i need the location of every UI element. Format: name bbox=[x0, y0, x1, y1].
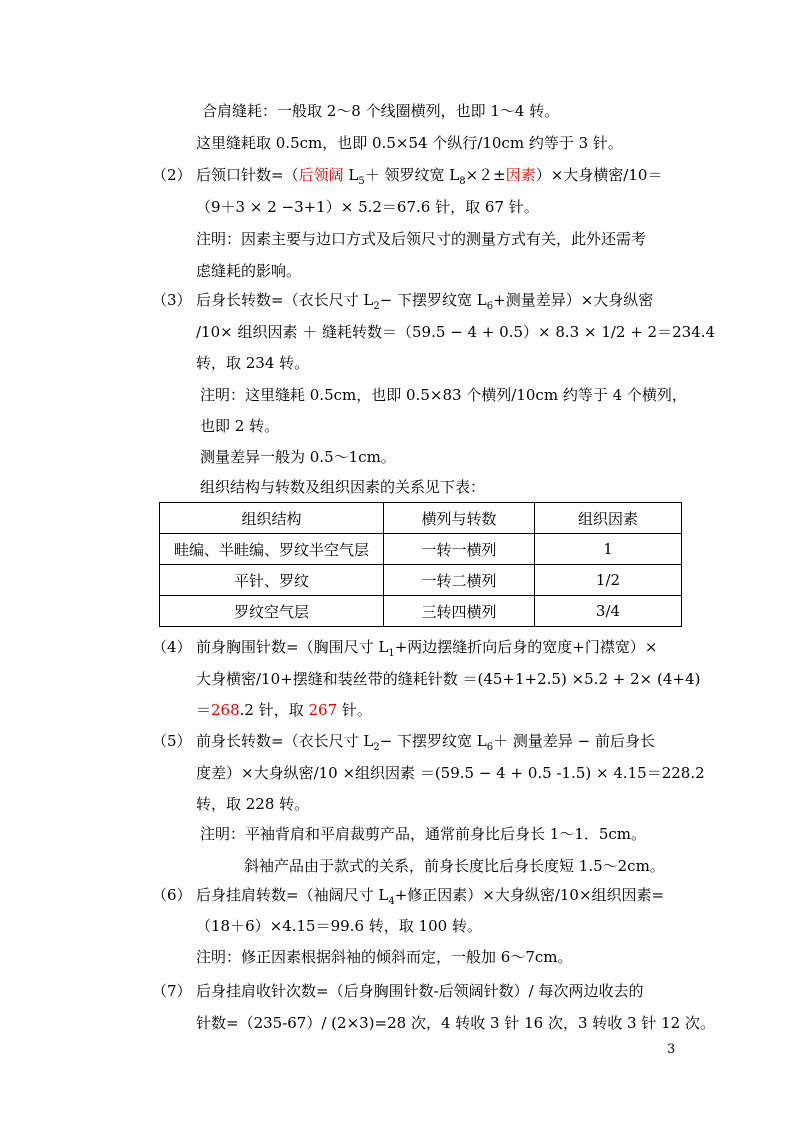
line-16: ＝268.2 针，取 267 针。 bbox=[196, 701, 372, 719]
structure-table bbox=[159, 502, 682, 627]
page-number: 3 bbox=[667, 1042, 676, 1057]
line-1: 合肩缝耗：一般取 2～8 个线圈横列，也即 1～4 转。 bbox=[202, 102, 560, 120]
table-header: 组织因素 bbox=[535, 503, 682, 534]
table-cell: 一转二横列 bbox=[384, 565, 535, 596]
line-11: 也即 2 转。 bbox=[200, 417, 280, 435]
table-header: 横列与转数 bbox=[384, 503, 535, 534]
line-22: 后身挂肩转数=（袖阔尺寸 $L_4+$修正因素）×大身纵密/10×组织因素= bbox=[196, 886, 665, 907]
line-7: 后身长转数=（衣长尺寸 $L_2-$ 下摆罗纹宽 $L_6+$测量差异）×大身纵密 bbox=[196, 291, 654, 312]
table-row bbox=[160, 534, 682, 565]
table-cell: 三转四横列 bbox=[384, 596, 535, 627]
item-number-7: （7） bbox=[152, 982, 192, 1000]
line-3: 后领口针数=（后领阔 $L_5+$ 领罗纹宽 $L_8\times 2\pm$因素）×大身横密/10＝ bbox=[196, 166, 663, 187]
line-4: （9＋3 × 2 −3+1）× 5.2＝67.6 针，取 67 针。 bbox=[196, 198, 539, 216]
line-10: 注明：这里缝耗 0.5cm，也即 0.5×83 个横列/10cm 约等于 4 个横列， bbox=[200, 386, 687, 404]
line-17: 前身长转数=（衣长尺寸 $L_2-$ 下摆罗纹宽 $L_6+$ 测量差异 − 前后身长 bbox=[196, 732, 656, 753]
line-21: 斜袖产品由于款式的关系，前身长度比后身长度短 1.5～2cm。 bbox=[244, 857, 665, 875]
line-6: 虑缝耗的影响。 bbox=[196, 262, 302, 280]
item-number-3: （3） bbox=[152, 291, 192, 309]
table-header-row bbox=[160, 503, 682, 534]
table-header: 组织结构 bbox=[160, 503, 384, 534]
item-number-2: （2） bbox=[152, 166, 192, 184]
line-8: /10× 组织因素 ＋ 缝耗转数＝（59.5 − 4 + 0.5）× 8.3 × 1/2 + 2＝234.4 bbox=[196, 323, 716, 341]
line-13: 组织结构与转数及组织因素的关系见下表： bbox=[200, 478, 486, 496]
item-number-6: （6） bbox=[152, 886, 192, 904]
line-19: 转，取 228 转。 bbox=[196, 795, 310, 813]
line-24: 注明：修正因素根据斜袖的倾斜而定，一般加 6～7cm。 bbox=[196, 948, 573, 966]
line-23: （18＋6）×4.15＝99.6 转，取 100 转。 bbox=[196, 917, 482, 935]
table-cell: 1 bbox=[535, 534, 682, 565]
line-26: 针数=（235-67）/ (2×3)=28 次，4 转收 3 针 16 次，3 转收 3 针 12 次。 bbox=[196, 1014, 715, 1032]
line-18: 度差）×大身纵密/10 ×组织因素 ＝(59.5 − 4 + 0.5 -1.5) × 4.15＝228.2 bbox=[196, 764, 705, 782]
table-cell: 一转一横列 bbox=[384, 534, 535, 565]
line-20: 注明：平袖背肩和平肩裁剪产品，通常前身比后身长 1～1．5cm。 bbox=[200, 825, 647, 843]
table-cell: 3/4 bbox=[535, 596, 682, 627]
table-cell: 1/2 bbox=[535, 565, 682, 596]
line-14: 前身胸围针数=（胸围尺寸 $L_1+$两边摆缝折向后身的宽度+门襟宽）× bbox=[196, 638, 658, 659]
item-number-5: （5） bbox=[152, 732, 192, 750]
line-15: 大身横密/10+摆缝和装丝带的缝耗针数 ＝(45+1+2.5) ×5.2 + 2× (4+4) bbox=[196, 670, 701, 688]
item-number-4: （4） bbox=[152, 638, 192, 656]
line-12: 测量差异一般为 0.5～1cm。 bbox=[200, 448, 396, 466]
line-9: 转，取 234 转。 bbox=[196, 354, 310, 372]
table-cell: 罗纹空气层 bbox=[160, 596, 384, 627]
line-2: 这里缝耗取 0.5cm，也即 0.5×54 个纵行/10cm 约等于 3 针。 bbox=[196, 134, 623, 152]
table-row bbox=[160, 596, 682, 627]
line-25: 后身挂肩收针次数=（后身胸围针数-后领阔针数）/ 每次两边收去的 bbox=[196, 982, 644, 1000]
table-cell: 平针、罗纹 bbox=[160, 565, 384, 596]
line-5: 注明：因素主要与边口方式及后领尺寸的测量方式有关，此外还需考 bbox=[196, 230, 647, 248]
table-cell: 畦编、半畦编、罗纹半空气层 bbox=[160, 534, 384, 565]
table-row bbox=[160, 565, 682, 596]
